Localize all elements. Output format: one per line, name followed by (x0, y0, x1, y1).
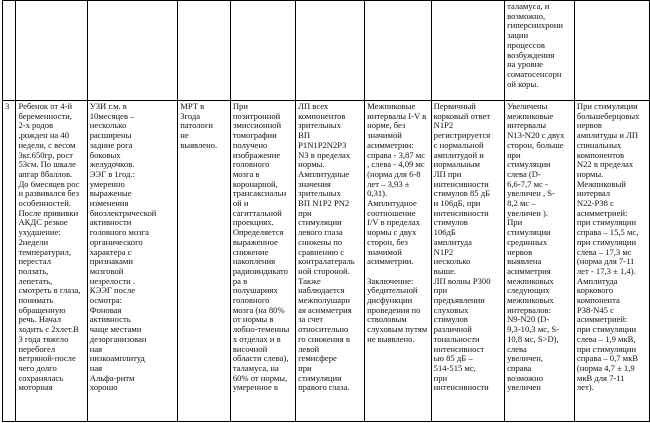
ultrasound-eeg-cell: УЗИ г.м. в 10месяцев – несколько расширены задние рога боковых желудочков. ЭЭГ в 1год.: умеренно выраженые изменения биоэлектрической активности головного мозга органического характера с признаками мозговой незрелости . КЭЭГ после осмотра: Фоновая активность чаще местами дезорганизован ная низкоамплитуд ная Альфа-ритм хорошо (87, 101, 178, 422)
tibial-ssep-cell: При стимуляции большеберцовых нервов амплитуды и ЛП спинальных компонентов N22 в пределах нормы. Межпиковый интервал N22-Р38 с асимметрией: при стимуляции справа – 15,5 мс, при стимуляции слева – 17,3 мс (норма для 7-11 лет - 17,3 ± 1,4). Амплитуда коркового компонента Р38-N45 с асимметрией: при стимуляции слева – 1,9 мкВ, при стимуляции справа – 0,7 мкВ (норма 4,7 ± 1,9 мкВ для 7-11 лет). (574, 101, 649, 422)
mri-cell: МРТ в 3года патологи не выявлено. (178, 101, 231, 422)
table-cell (365, 1, 432, 101)
pet-cell: При позитронной эмиссионной томографии получено изображение головного мозга в коронарной, трансаксиальн ой и сагиттальной проекциях. Определяется выраженное снижение накопления радиоиндикато ра в полушариях головного мозга (на 80% от нормы в лобно-теменны х отделах и в височной области слева), таламуса, на 60% от нормы, умеренное в (230, 101, 295, 422)
median-ssep-cell: Увеличены межпиковые интервалы N13-N20 с двух сторон, больше при стимуляции слева (D- 6,6-7,7 мс - увеличен , S- 8,2 мс – увеличен ). При стимуляции срединных нервов выявлена асимметрия межпиковых следующих межпиковых интервалов: N9-N20 (D- 9,3-10,3 мс, S- 10,8 мс, S>D), слева увеличен, справа возможно увеличен (505, 101, 575, 422)
table-cell (230, 1, 295, 101)
table-cell (87, 1, 178, 101)
medical-data-table (2, 0, 650, 422)
visual-ep-cell: ЛП всех компонентов зрительных ВП Р1N1Р2N2Р3 N3 в пределах нормы. Амплитудные значения зрительных ВП N1Р2 PN2 при стимуляции левого глаза снижены по сравнению с контралатераль ной стороной. Также наблюдается межполушарн ая асимметрия за счет относительно го снижения в левой гемисфере при стимуляции правого глаза. (296, 101, 365, 422)
table-cell (16, 1, 87, 101)
table-row (3, 101, 650, 422)
row-number-cell: 3 (3, 101, 16, 422)
anamnesis-cell: Ребенок от 4-й беременности, 2-х родов ,рожден на 40 недели, с весом 3кг.650гр, рост 53см. По шкале апгар 8баллов. До 6месяцев рос и развивался без особенностей. После прививки АКДС резкое ухудшение: 2недели температурил, перестал ползать, лепетать, смотреть в глаза, понимать обращенную речь. Начал ходить с 2хлет.В 3 года тяжело перебогел ветряной-после чего долго сохранялась моторная (16, 101, 87, 422)
table-cell (296, 1, 365, 101)
brainstem-aep-cell: Межпиковые интервалы I-V в норме, без значимой асимметрии: справа - 3,87 мс , слева - 4,09 мс (норма для 6-8 лет – 3,93 ± 0,31). Амплитудное соотношение I/V в пределах нормы с двух сторон, без значимой асимметрии. Заключение: убедительной дисфункции проведения по стволовым слуховым путям не выявлено. (365, 101, 432, 422)
table-cell (431, 1, 504, 101)
cortical-aep-cell: Первичный корковый ответ N1Р2 регистрируется с нормальной амплитудой и нормальным ЛП при интенсивности стимулов 85 дБ и 106дБ, при интенсивности стимулов 106дБ амплитуда N1Р2 несколько выше. ЛП волны Р300 при предъявлении слуховых стимулов различной тональности интенсивност ью 85 дБ – 514-515 мс, при интенсивности (431, 101, 504, 422)
table-cell (3, 1, 16, 101)
table-cell (574, 1, 649, 101)
table-row (3, 1, 650, 101)
table-cell (178, 1, 231, 101)
table-cell: таламуса, и возможно, гиперсинхрони зации процессов возбуждения на уровне соматосенсорн ой коры. (505, 1, 575, 101)
